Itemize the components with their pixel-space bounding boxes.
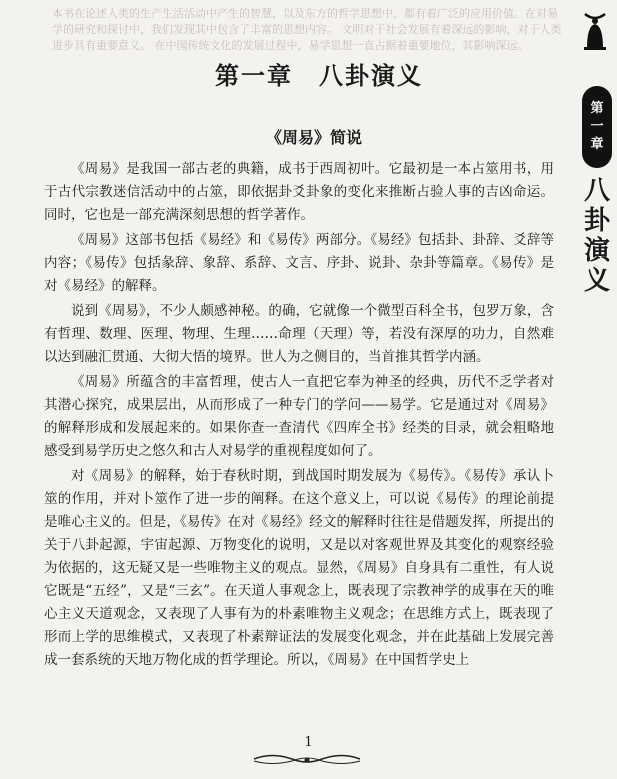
paragraph: 《周易》所蕴含的丰富哲理，使古人一直把它奉为神圣的经典，历代不乏学者对其潜心探究，成果层出，从而形成了一种专门的学问——易学。它是通过对《周易》的解释形成和发展起来的。如果你查一查清代《四库全书》经类的目录，就会粗略地感受到易学历史之悠久和古人对易学的重视程度如何了。 bbox=[44, 374, 554, 459]
paragraph: 《周易》这部书包括《易经》和《易传》两部分。《易经》包括卦、卦辞、爻辞等内容；《易传》包括彖辞、象辞、系辞、文言、序卦、说卦、杂卦等篇章。《易传》是对《易经》的解释。 bbox=[44, 232, 554, 294]
section-title: 《周易》简说 bbox=[265, 128, 362, 147]
chapter-side-label bbox=[583, 176, 611, 296]
side-label-char: 演 bbox=[583, 236, 610, 266]
chapter-title: 第一章 八卦演义 bbox=[215, 61, 423, 90]
chapter-sidebar bbox=[579, 0, 617, 779]
page-content bbox=[44, 52, 554, 672]
badge-char: 一 bbox=[590, 119, 604, 134]
paragraph: 《周易》是我国一部古老的典籍，成书于西周初叶。它最初是一本占筮用书，用于古代宗教迷信活动中的占筮，即依据卦爻卦象的变化来推断占验人事的吉凶命运。同时，它也是一部充满深刻思想的哲学著作。 bbox=[44, 161, 554, 223]
chapter-badge bbox=[582, 86, 612, 168]
side-label-char: 卦 bbox=[583, 206, 610, 236]
side-label-char: 义 bbox=[583, 266, 610, 296]
body-text bbox=[44, 158, 554, 672]
ornament-icon bbox=[252, 752, 362, 766]
paragraph: 说到《周易》，不少人颇感神秘。的确，它就像一个微型百科全书，包罗万象，含有哲理、数理、医理、物理、生理……命理（天理）等，若没有深厚的功力，自然难以达到融汇贯通、大彻大悟的境界。世人为之侧目的，当首推其哲学内涵。 bbox=[44, 303, 554, 365]
side-label-char: 八 bbox=[583, 176, 610, 206]
bell-icon bbox=[581, 10, 609, 52]
badge-char: 第 bbox=[590, 101, 604, 116]
paragraph: 对《周易》的解释，始于春秋时期，到战国时期发展为《易传》。《易传》承认卜筮的作用，并对卜筮作了进一步的阐释。在这个意义上，可以说《易传》的理论前提是唯心主义的。但是，《易传》在对《易经》经文的解释时往往是借题发挥，所提出的关于八卦起源，宇宙起源、万物变化的说明，又是以对客观世界及其变化的观察经验为依据的，这无疑又是一些唯物主义的观点。显然，《周易》自身具有二重性，有人说它既是“五经”，又是“三玄”。在天道人事观念上，既表现了宗教神学的成事在天的唯心主义天道观念，又表现了人事有为的朴素唯物主义观念；在思维方式上，既表现了形而上学的思维模式，又表现了朴素辩证法的发展变化观念，并在此基础上发展完善成一套系统的天地万物化成的哲学理论。所以，《周易》在中国哲学史上 bbox=[44, 468, 554, 668]
bleed-through-text: 本书在论述人类的生产生活活动中产生的智慧，以及东方的哲学思想中，都有着广泛的应用价值。在对易学的研究和探讨中，我们发现其中包含了丰富的思想内容。 文明对于社会发展有着深远的影响，对于人类进步具有重要意义。 在中国传统文化的发展过程中，易学思想一直占据着重要地位，其影响深远。 bbox=[52, 7, 562, 52]
badge-char: 章 bbox=[590, 137, 604, 152]
page-number: 1 bbox=[304, 735, 313, 750]
